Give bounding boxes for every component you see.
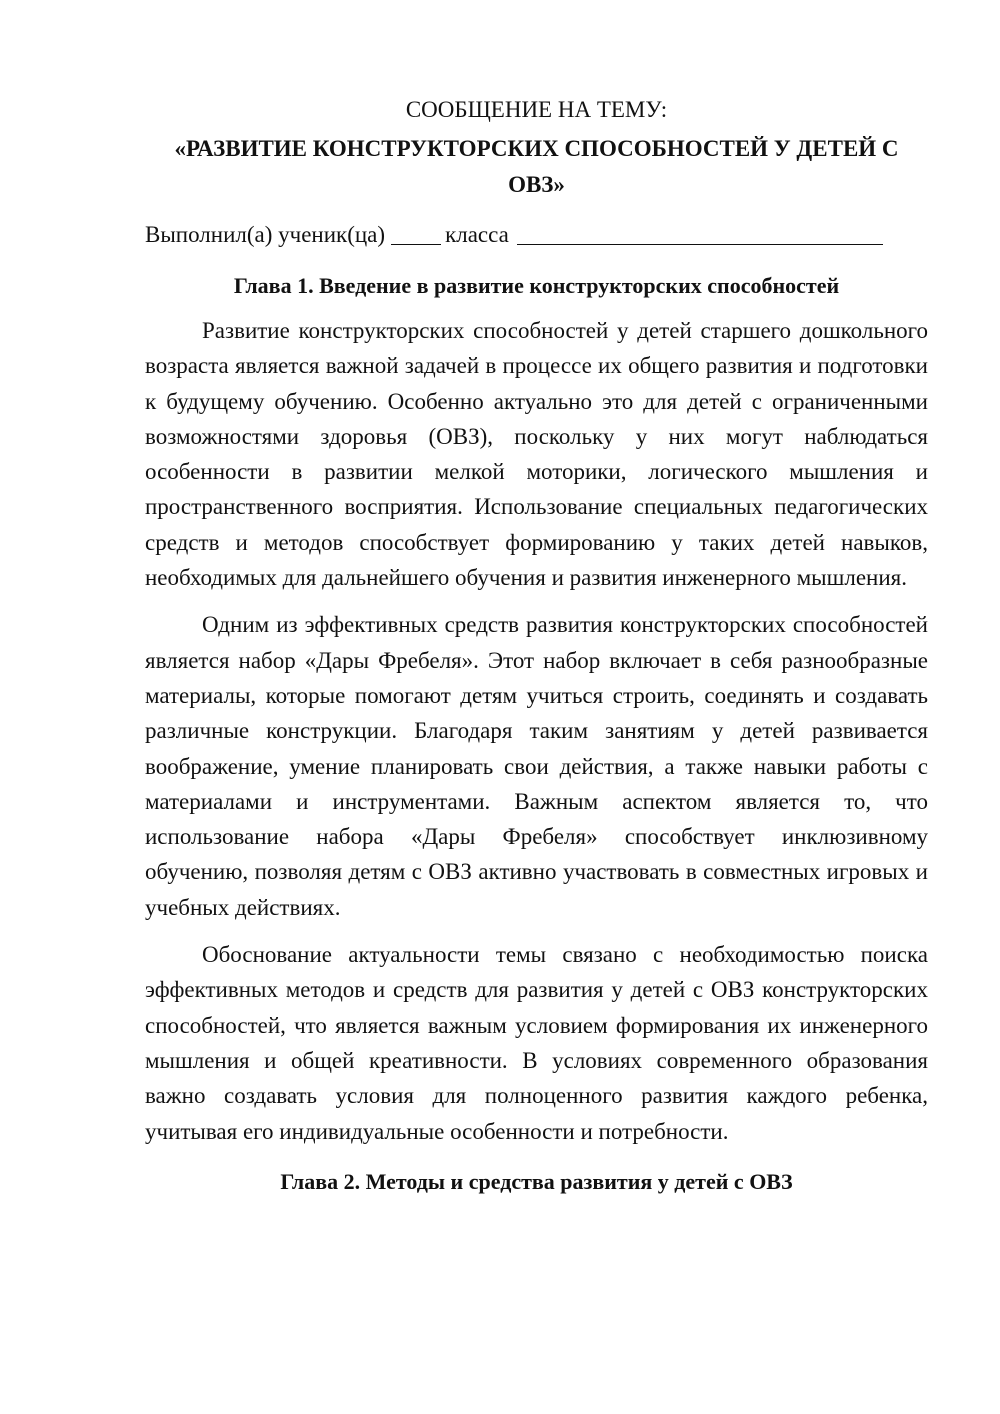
performer-label: Выполнил(а) ученик(ца): [145, 222, 386, 247]
class-number-blank[interactable]: [391, 222, 441, 245]
chapter-1-paragraph-2: Одним из эффективных средств развития конструкторских способностей является набор «Дары Фребеля». Этот набор включает в себя разнообразные материалы, которые помогают детям учиться строить, соединять и создавать различные конструкции. Благодаря таким занятиям у детей развивается воображение, умение планировать свои действия, а также навыки работы с материалами и инструментами. Важным аспектом является то, что использование набора «Дары Фребеля» способствует инклюзивному обучению, позволяя детям с ОВЗ активно участвовать в совместных игровых и учебных действиях.: [145, 612, 928, 920]
student-name-blank[interactable]: [517, 222, 883, 245]
chapter-1-paragraph-3: Обоснование актуальности темы связано с необходимостью поиска эффективных методов и средств для развития у детей с ОВЗ конструкторских способностей, что является важным условием формирования их инженерного мышления и общей креативности. В условиях современного образования важно создавать условия для полноценного развития каждого ребенка, учитывая его индивидуальные особенности и потребности.: [145, 942, 928, 1144]
document-content: [145, 92, 928, 1199]
class-label: класса: [445, 222, 509, 247]
header-line: СООБЩЕНИЕ НА ТЕМУ:: [405, 97, 668, 122]
chapter-1-paragraph-1: Развитие конструкторских способностей у детей старшего дошкольного возраста является важной задачей в процессе их общего развития и подготовки к будущему обучению. Особенно актуально это для детей с ограниченными возможностями здоровья (ОВЗ), поскольку у них могут наблюдаться особенности в развитии мелкой моторики, логического мышления и пространственного восприятия. Использование специальных педагогических средств и методов способствует формированию у таких детей навыков, необходимых для дальнейшего обучения и развития инженерного мышления.: [145, 318, 928, 591]
chapter-1-heading: Глава 1. Введение в развитие конструкторских способностей: [233, 273, 840, 298]
performer-line: [145, 217, 928, 253]
chapter-2-heading: Глава 2. Методы и средства развития у детей с ОВЗ: [280, 1168, 793, 1194]
document-title: «РАЗВИТИЕ КОНСТРУКТОРСКИХ СПОСОБНОСТЕЙ У ДЕТЕЙ С ОВЗ»: [174, 136, 899, 197]
